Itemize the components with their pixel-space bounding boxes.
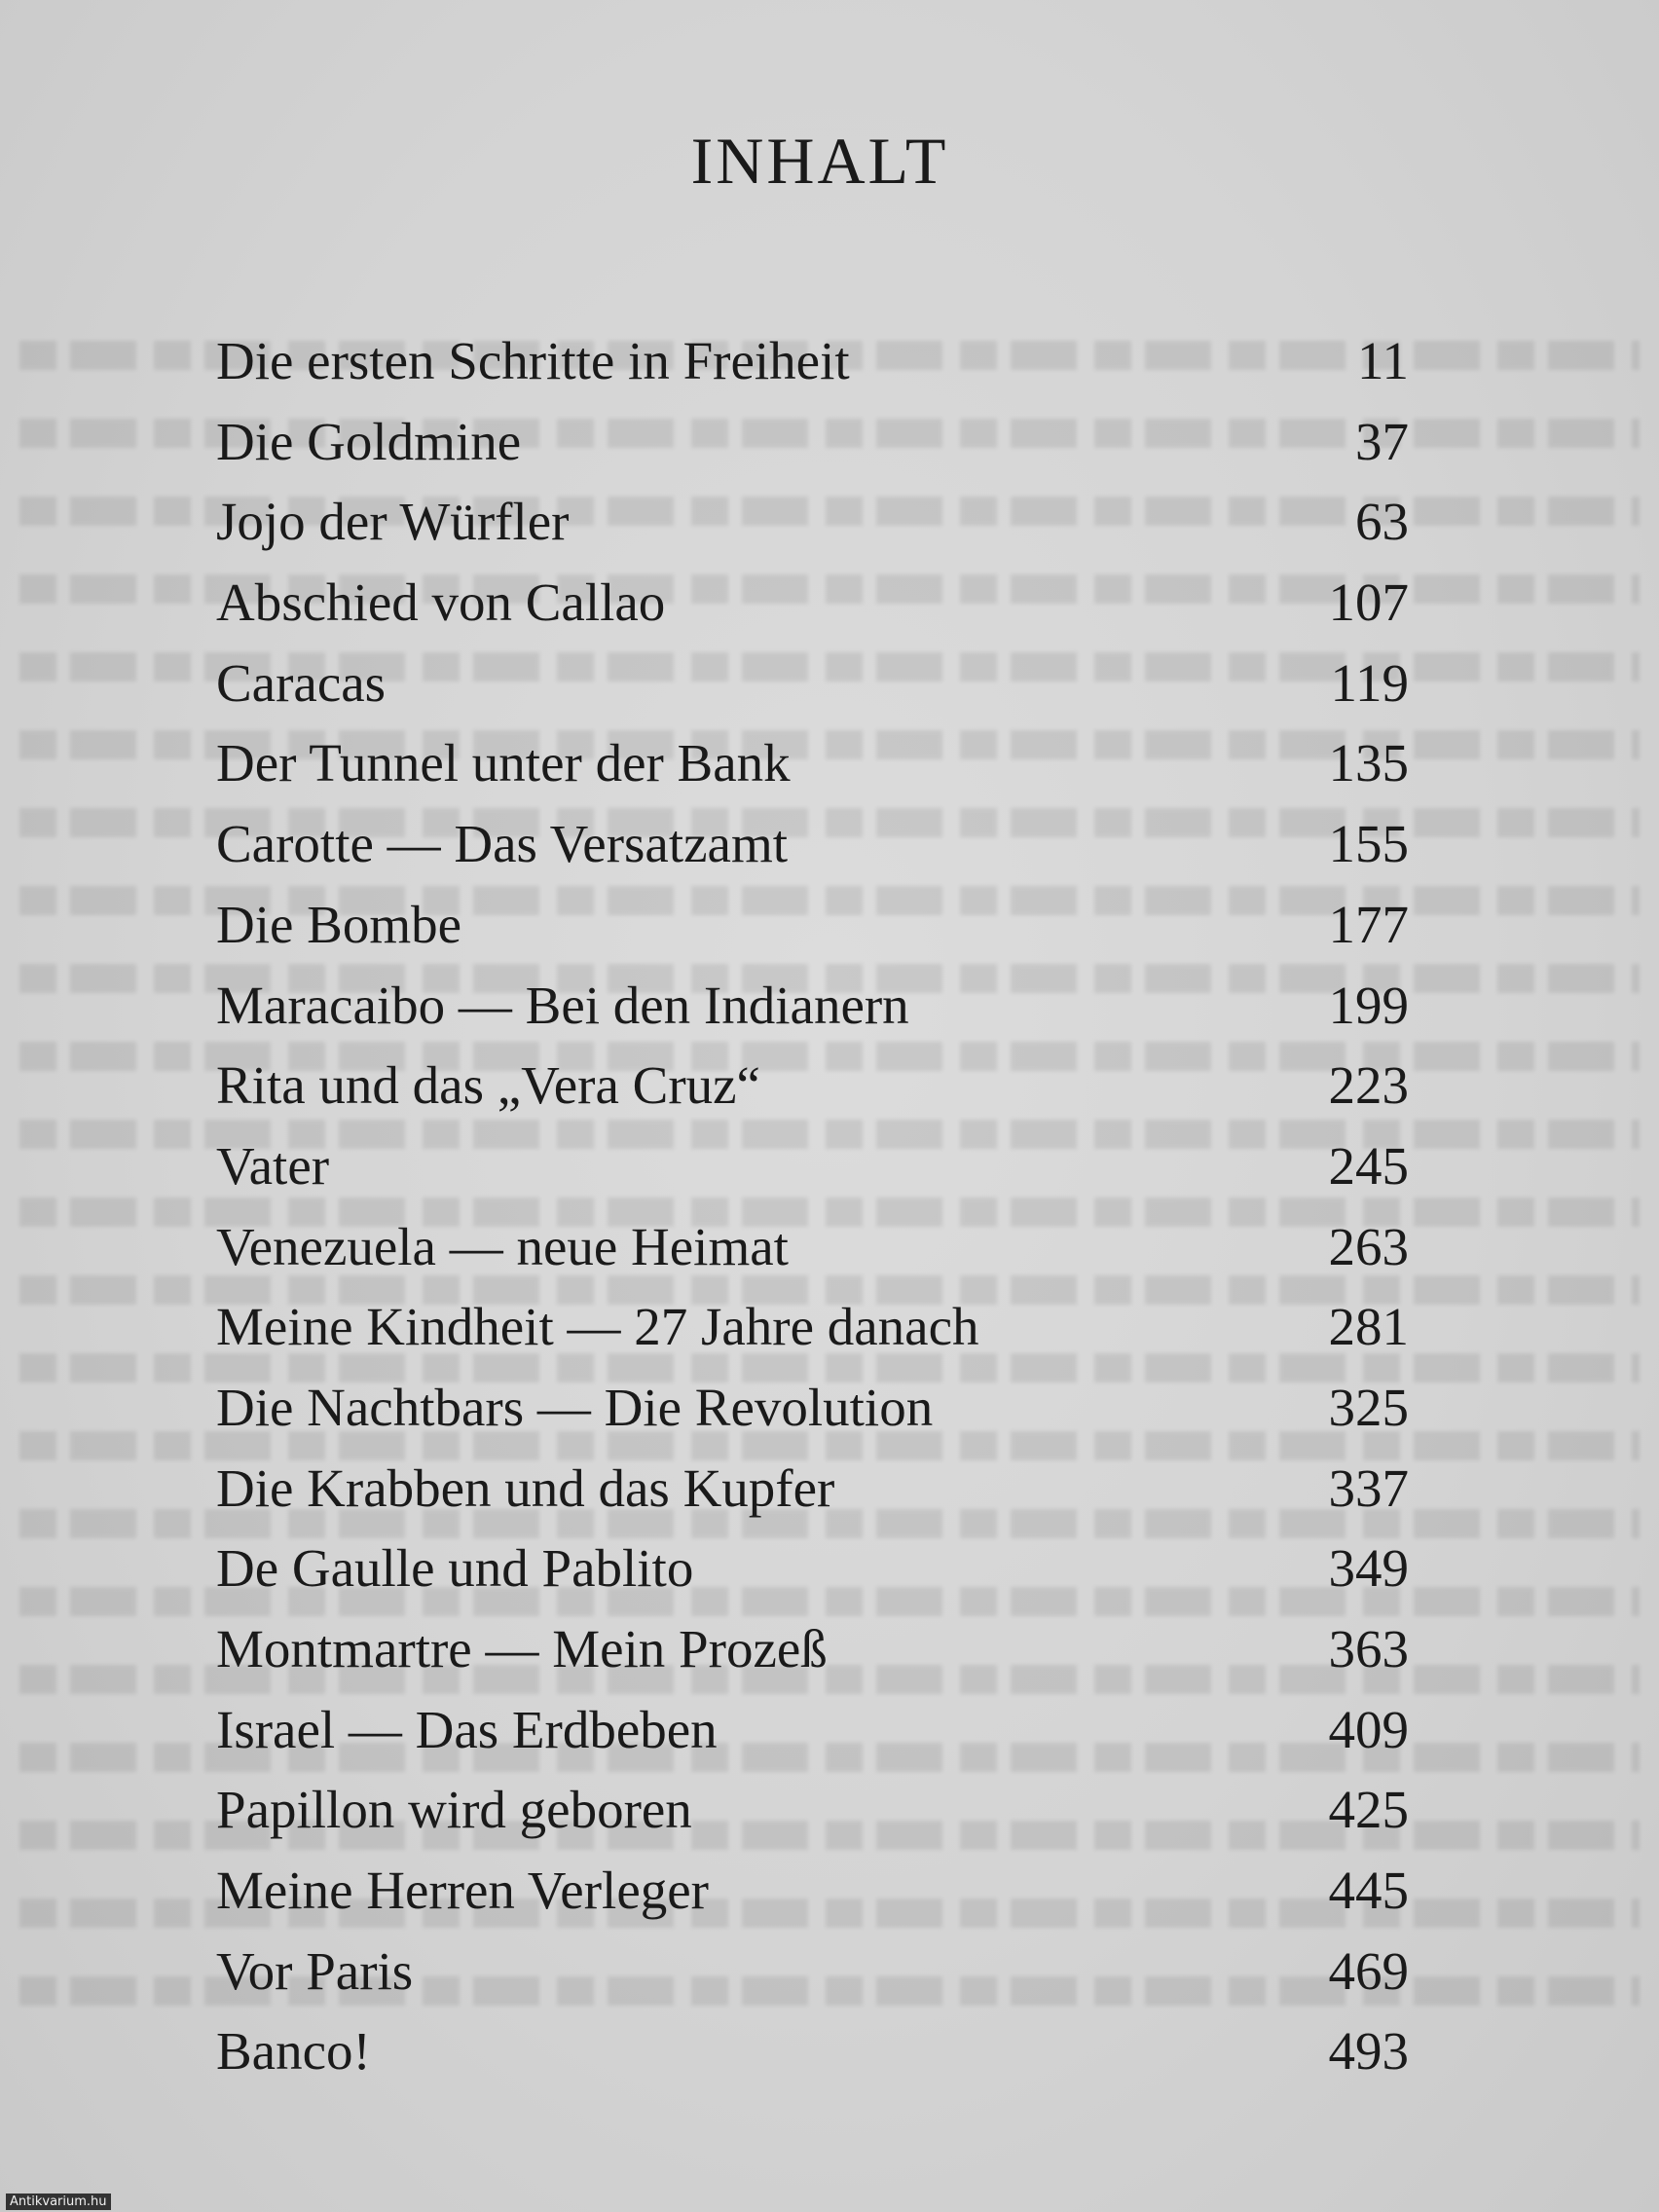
toc-entry-page-number: 363 <box>1328 1619 1409 1678</box>
toc-entry-title: Der Tunnel unter der Bank <box>216 733 791 793</box>
toc-entry <box>216 1126 1409 1207</box>
toc-entry-page-number: 425 <box>1328 1780 1409 1840</box>
toc-entry-title: Die ersten Schritte in Freiheit <box>216 331 850 390</box>
toc-entry-title: Jojo der Würfler <box>216 492 570 552</box>
toc-entry-title: Maracaibo — Bei den Indianern <box>216 975 909 1035</box>
toc-entry-title: De Gaulle und Pablito <box>216 1538 694 1599</box>
toc-entry <box>216 1046 1409 1126</box>
toc-entry <box>216 966 1409 1047</box>
toc-entry-page-number: 177 <box>1328 894 1409 954</box>
toc-entry <box>216 804 1409 885</box>
toc-entry-page-number: 337 <box>1328 1457 1409 1518</box>
toc-entry-title: Caracas <box>216 652 387 713</box>
toc-entry-title: Papillon wird geboren <box>216 1780 692 1840</box>
toc-entry <box>216 723 1409 804</box>
toc-entry <box>216 1207 1409 1288</box>
toc-entry <box>216 1851 1409 1932</box>
toc-entry-page-number: 469 <box>1328 1940 1409 2001</box>
toc-entry <box>216 1690 1409 1771</box>
toc-entry-page-number: 245 <box>1328 1135 1409 1196</box>
toc-entry-page-number: 223 <box>1328 1055 1409 1116</box>
toc-entry-page-number: 281 <box>1328 1297 1409 1357</box>
toc-entry-page-number: 409 <box>1328 1699 1409 1759</box>
toc-entry <box>216 563 1409 644</box>
toc-entry-title: Die Bombe <box>216 894 462 954</box>
toc-entry-title: Venezuela — neue Heimat <box>216 1216 789 1276</box>
page-title: INHALT <box>690 123 949 198</box>
toc-entry-title: Montmartre — Mein Prozeß <box>216 1619 828 1678</box>
watermark: Antikvarium.hu <box>6 2194 111 2210</box>
toc-entry-page-number: 493 <box>1328 2021 1409 2082</box>
toc-entry <box>216 2011 1409 2092</box>
toc-entry-title: Meine Kindheit — 27 Jahre danach <box>216 1297 979 1357</box>
toc-entry-page-number: 349 <box>1328 1538 1409 1599</box>
toc-entry-page-number: 135 <box>1328 733 1409 793</box>
toc-entry <box>216 885 1409 966</box>
toc-entry-title: Rita und das „Vera Cruz“ <box>216 1055 760 1116</box>
toc-entry-page-number: 11 <box>1357 331 1409 390</box>
toc-entry <box>216 1368 1409 1449</box>
toc-entry-page-number: 63 <box>1355 492 1409 552</box>
toc-entry-page-number: 199 <box>1328 975 1409 1035</box>
toc-entry <box>216 644 1409 724</box>
toc-entry-title: Israel — Das Erdbeben <box>216 1699 718 1759</box>
toc-entry-page-number: 107 <box>1328 572 1409 633</box>
toc-entry-page-number: 445 <box>1328 1861 1409 1921</box>
toc-entry-title: Die Krabben und das Kupfer <box>216 1457 835 1518</box>
toc-entry-title: Carotte — Das Versatzamt <box>216 814 789 874</box>
toc-entry-title: Banco! <box>216 2021 371 2082</box>
toc-entry <box>216 402 1409 483</box>
toc-entry <box>216 1932 1409 2012</box>
toc-entry-page-number: 155 <box>1328 814 1409 874</box>
toc-entry-title: Die Nachtbars — Die Revolution <box>216 1377 934 1437</box>
toc-entry-page-number: 263 <box>1328 1216 1409 1276</box>
toc-entry <box>216 1609 1409 1690</box>
toc-entry-title: Die Goldmine <box>216 411 522 471</box>
toc-entry-title: Vor Paris <box>216 1940 414 2001</box>
toc-entry-page-number: 37 <box>1355 411 1409 471</box>
toc-entry-page-number: 325 <box>1328 1377 1409 1437</box>
toc-entry-title: Meine Herren Verleger <box>216 1861 709 1921</box>
toc-entry <box>216 1287 1409 1368</box>
table-of-contents <box>216 321 1409 2092</box>
toc-entry <box>216 1529 1409 1609</box>
toc-entry <box>216 1770 1409 1851</box>
toc-entry-title: Vater <box>216 1135 330 1196</box>
toc-entry <box>216 321 1409 402</box>
toc-entry-title: Abschied von Callao <box>216 572 666 633</box>
toc-entry <box>216 1449 1409 1530</box>
toc-entry-page-number: 119 <box>1330 652 1409 713</box>
toc-entry <box>216 482 1409 563</box>
